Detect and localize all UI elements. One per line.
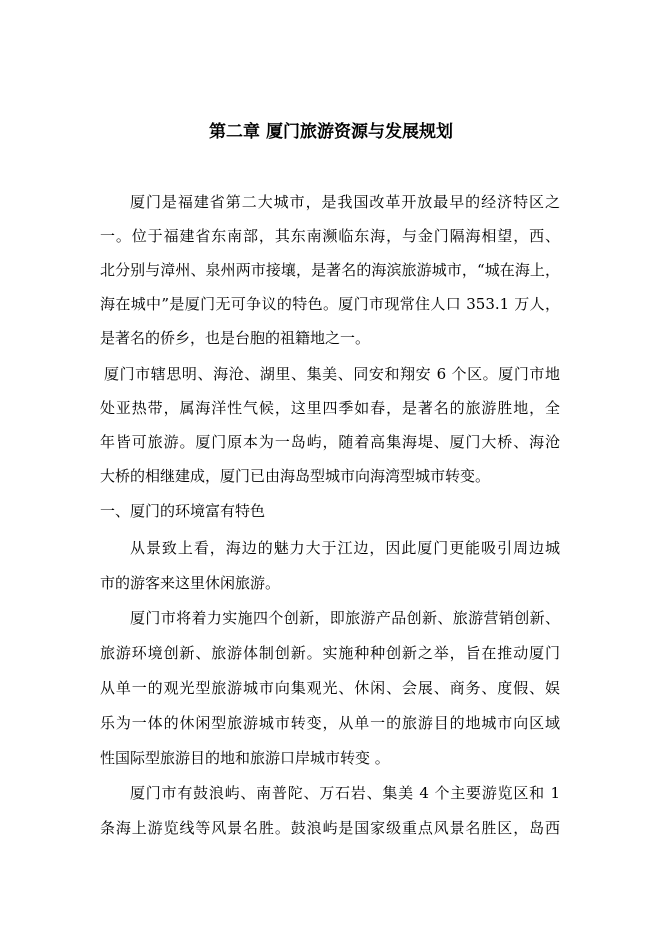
paragraph-line: 乐为一体的休闲型旅游城市转变，从单一的旅游目的地城市向区域 [100, 714, 560, 732]
paragraph-line: 厦门市将着力实施四个创新，即旅游产品创新、旅游营销创新、 [130, 609, 560, 627]
paragraph-line: 从单一的观光型旅游城市向集观光、休闲、会展、商务、度假、娱 [100, 679, 560, 697]
paragraph-line: 大桥的相继建成，厦门已由海岛型城市向海湾型城市转变。 [100, 467, 491, 485]
paragraph-line: 一。位于福建省东南部，其东南濒临东海，与金门隔海相望，西、 [100, 227, 560, 245]
paragraph-line: 北分别与漳州、泉州两市接壤，是著名的海滨旅游城市，“城在海上， [100, 261, 560, 279]
paragraph-line: 是著名的侨乡，也是台胞的祖籍地之一。 [100, 329, 371, 347]
chapter-title: 第二章 厦门旅游资源与发展规划 [209, 122, 453, 142]
paragraph-line: 性国际型旅游目的地和旅游口岸城市转变 。 [100, 749, 390, 767]
paragraph-line: 处亚热带，属海洋性气候，这里四季如春，是著名的旅游胜地，全 [100, 399, 560, 417]
paragraph-line: 市的游客来这里休闲旅游。 [100, 574, 281, 592]
paragraph-line: 条海上游览线等风景名胜。鼓浪屿是国家级重点风景名胜区，岛西 [100, 819, 560, 837]
paragraph-line: 从景致上看，海边的魅力大于江边，因此厦门更能吸引周边城 [130, 539, 560, 557]
paragraph-line: 旅游环境创新、旅游体制创新。实施种种创新之举，旨在推动厦门 [100, 644, 560, 662]
paragraph-line: 海在城中”是厦门无可争议的特色。厦门市现常住人口 353.1 万人， [100, 295, 560, 313]
paragraph-line: 厦门市辖思明、海沧、湖里、集美、同安和翔安 6 个区。厦门市地 [104, 365, 560, 383]
paragraph-line: 年皆可旅游。厦门原本为一岛屿，随着高集海堤、厦门大桥、海沧 [100, 433, 560, 451]
paragraph-line: 厦门市有鼓浪屿、南普陀、万石岩、集美 4 个主要游览区和 1 [130, 784, 560, 802]
paragraph-line: 厦门是福建省第二大城市，是我国改革开放最早的经济特区之 [130, 193, 560, 211]
section-heading: 一、厦门的环境富有特色 [100, 502, 266, 520]
